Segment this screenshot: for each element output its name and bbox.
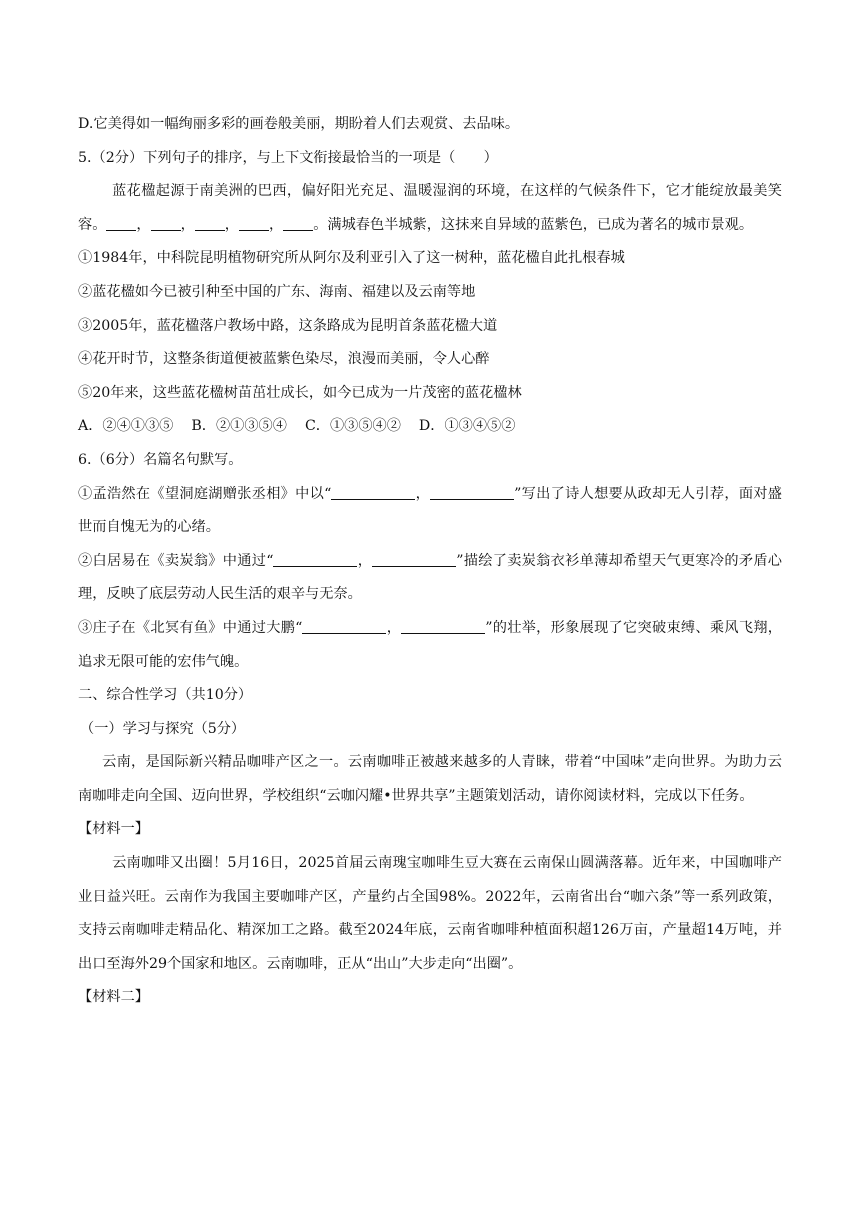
sentence-4: ④花开时节，这整条街道便被蓝紫色染尽，浪漫而美丽，令人心醉 [78, 351, 490, 368]
ordering-blank-4 [239, 215, 269, 231]
option-a: A．②④①③⑤ [78, 418, 174, 435]
question-5-stem: 5.（2分）下列句子的排序，与上下文衔接最恰当的一项是（ ） [78, 149, 498, 166]
ordering-blank-1 [106, 215, 136, 231]
question-5-options [78, 410, 782, 444]
item-1-suffix: ”写出了诗人想要从政却无人引荐，面对盛世而自愧无为的心绪。 [78, 485, 782, 536]
fill-blank-1b [430, 484, 514, 500]
question-6-stem: 6.（6分）名篇名句默写。 [78, 451, 243, 468]
sentence-2: ②蓝花楹如今已被引种至中国的广东、海南、福建以及云南等地 [78, 283, 476, 300]
option-c: C．①③⑤④② [304, 418, 401, 435]
item-3-suffix: ”的壮举，形象展现了它突破束缚、乘风飞翔，追求无限可能的宏伟气魄。 [78, 619, 782, 670]
comma: ， [180, 216, 195, 233]
comma: ， [357, 552, 373, 569]
item-2-prefix: ②白居易在《卖炭翁》中通过“ [78, 552, 274, 569]
option-b: B．②①③⑤④ [191, 418, 287, 435]
fill-blank-3b [401, 618, 485, 634]
question-6-item-1 [78, 478, 782, 545]
comma: ， [415, 485, 431, 502]
fill-blank-2a [273, 551, 357, 567]
material-2-title: 【材料二】 [78, 989, 149, 1006]
item-2-suffix: ”描绘了卖炭翁衣衫单薄却希望天气更寒冷的矛盾心理，反映了底层劳动人民生活的艰辛与无奈。 [78, 552, 782, 603]
option-d: D．①③④⑤② [418, 418, 516, 435]
sentence-3: ③2005年，蓝花楹落户教场中路，这条路成为昆明首条蓝花楹大道 [78, 317, 498, 334]
passage-closing: 满城春色半城紫，这抹来自异域的蓝紫色，已成为著名的城市景观。 [327, 216, 754, 233]
ordering-blank-2 [151, 215, 181, 231]
comma: ， [386, 619, 402, 636]
question-6-item-3 [78, 612, 782, 679]
fill-blank-3a [302, 618, 386, 634]
item-1-prefix: ①孟浩然在《望洞庭湖赠张丞相》中以“ [78, 485, 332, 502]
section-2-heading: 二、综合性学习（共10分） [78, 687, 253, 704]
subsection-1-heading: （一）学习与探究（5分） [80, 720, 246, 737]
activity-intro: 云南，是国际新兴精品咖啡产区之一。云南咖啡正被越来越多的人青睐，带着“中国味”走向世界。为助力云南咖啡走向全国、迈向世界，学校组织“云咖闪耀•世界共享”主题策划活动，请你阅读材料，完成以下任务。 [78, 754, 782, 804]
option-d-line: D.它美得如一幅绚丽多彩的画卷般美丽，期盼着人们去观赏、去品味。 [78, 116, 520, 132]
fill-blank-1a [331, 484, 415, 500]
period: 。 [313, 216, 328, 233]
comma: ， [269, 216, 284, 233]
ordering-blank-3 [195, 215, 225, 231]
comma: ， [224, 216, 239, 233]
passage-intro: 蓝花楹起源于南美洲的巴西，偏好阳光充足、温暖湿润的环境，在这样的气候条件下，它才能绽放最美笑容。 [78, 183, 782, 233]
sentence-5: ⑤20年来，这些蓝花楹树苗茁壮成长，如今已成为一片茂密的蓝花楹林 [78, 384, 522, 401]
sentence-1: ①1984年，中科院昆明植物研究所从阿尔及利亚引入了这一树种，蓝花楹自此扎根春城 [78, 250, 625, 267]
comma: ， [136, 216, 151, 233]
material-1-title: 【材料一】 [78, 821, 149, 838]
item-3-prefix: ③庄子在《北冥有鱼》中通过大鹏“ [78, 619, 303, 636]
material-1-text: 云南咖啡又出圈！5月16日，2025首届云南瑰宝咖啡生豆大赛在云南保山圆满落幕。近年来，中国咖啡产业日益兴旺。云南作为我国主要咖啡产区，产量约占全国98%。2022年，云南省出台“咖六条”等一系列政策，支持云南咖啡走精品化、精深加工之路。截至2024年底，云南省咖啡种植面积超126万亩，产量超14万吨，并出口至海外29个国家和地区。云南咖啡，正从“出山”大步走向“出圈”。 [78, 855, 782, 972]
fill-blank-2b [372, 551, 456, 567]
question-5-passage [78, 175, 782, 242]
ordering-blank-5 [283, 215, 313, 231]
question-6-item-2 [78, 545, 782, 612]
